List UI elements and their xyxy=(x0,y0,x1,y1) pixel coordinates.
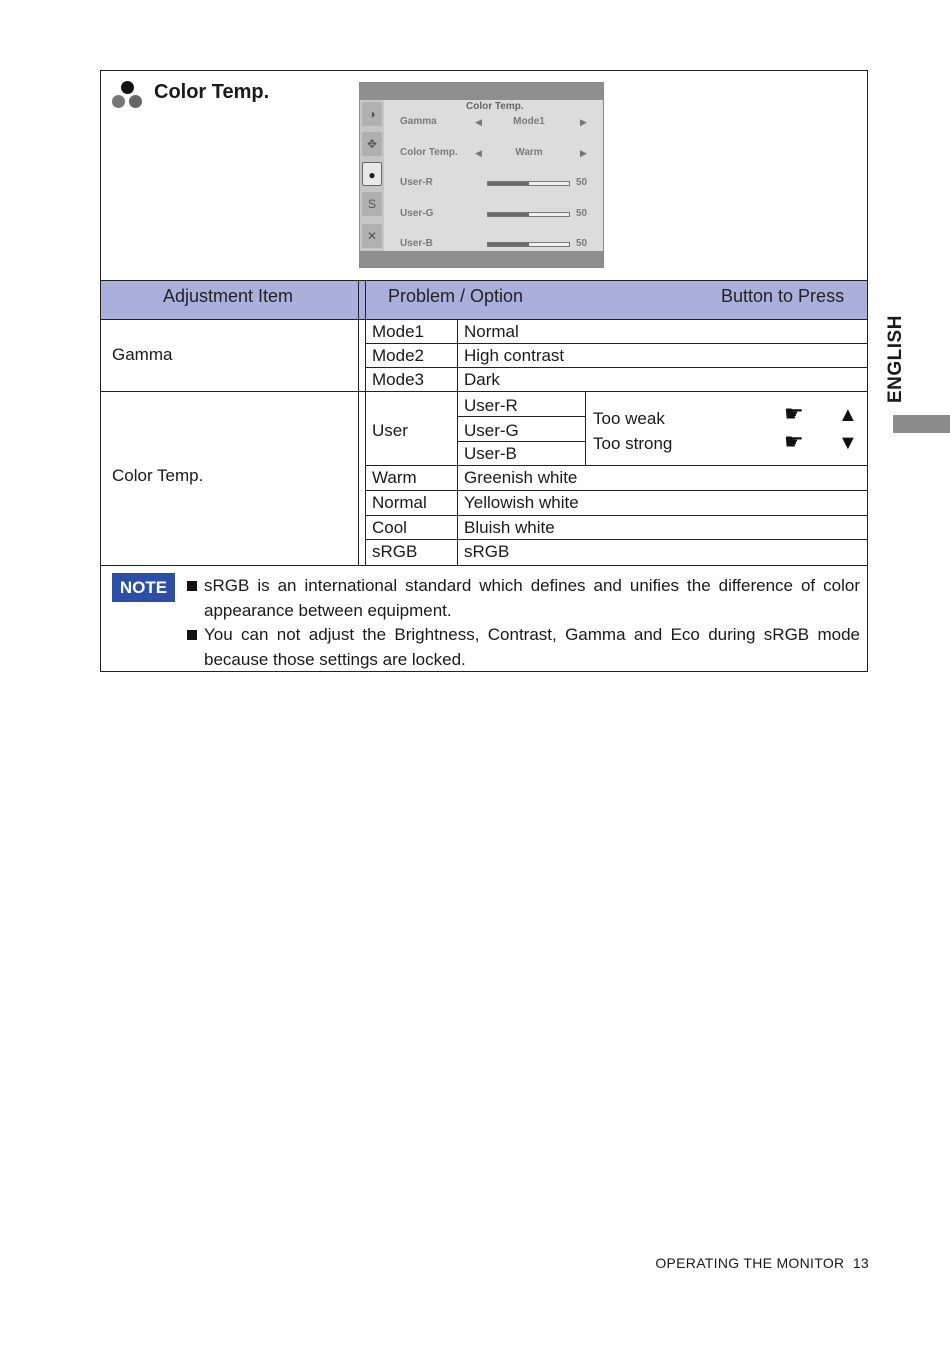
osd-bar-user-b xyxy=(487,242,570,247)
row-divider xyxy=(366,465,867,466)
bullet-icon xyxy=(187,630,197,640)
row-divider xyxy=(366,490,867,491)
osd-bottom-bar xyxy=(360,251,603,267)
note-item: You can not adjust the Brightness, Contrast, Gamma and Eco during sRGB mode because those settings are locked. xyxy=(204,625,860,669)
color-temp-desc: Greenish white xyxy=(464,468,578,487)
footer-text: OPERATING THE MONITOR xyxy=(655,1255,845,1271)
osd-value-gamma: Mode1 xyxy=(513,116,545,127)
too-weak-label: Too weak xyxy=(593,409,665,428)
user-channel: User-B xyxy=(464,444,517,463)
language-tab-marker xyxy=(893,415,950,433)
row-divider xyxy=(101,565,867,566)
position-icon: ✥ xyxy=(362,132,382,156)
gamma-mode: Mode2 xyxy=(372,346,424,365)
color-temp-mode: Cool xyxy=(372,518,407,537)
color-temp-desc: Bluish white xyxy=(464,518,555,537)
down-arrow-icon: ▼ xyxy=(838,432,858,454)
section-title: Color Temp. xyxy=(154,81,270,103)
osd-right-arrow-icon: ▶ xyxy=(580,117,587,127)
header-button-to-press: Button to Press xyxy=(721,286,845,306)
gamma-desc: High contrast xyxy=(464,346,565,365)
note-badge: NOTE xyxy=(112,573,175,602)
osd-title: Color Temp. xyxy=(466,101,524,112)
osd-top-bar xyxy=(360,83,603,100)
osd-num-user-r: 50 xyxy=(576,177,588,188)
too-strong-label: Too strong xyxy=(593,434,673,453)
osd-bar-user-g xyxy=(487,212,570,217)
gamma-desc: Normal xyxy=(464,322,519,341)
srgb-icon: S xyxy=(362,192,382,216)
gamma-mode: Mode3 xyxy=(372,370,424,389)
osd-value-color-temp: Warm xyxy=(515,147,543,158)
hand-pointer-icon: ☛ xyxy=(784,429,804,454)
column-divider xyxy=(457,319,458,392)
page-number: 13 xyxy=(852,1255,869,1271)
osd-left-arrow-icon: ◀ xyxy=(475,148,482,158)
column-divider xyxy=(585,392,586,466)
row-divider xyxy=(101,391,867,392)
contrast-icon: ◑ xyxy=(362,102,382,126)
row-divider xyxy=(366,343,867,344)
language-label: ENGLISH xyxy=(885,315,906,403)
osd-right-arrow-icon: ▶ xyxy=(580,148,587,158)
osd-label-user-g: User-G xyxy=(400,208,434,219)
item-gamma: Gamma xyxy=(112,345,173,364)
osd-label-user-b: User-B xyxy=(400,238,433,249)
bullet-icon xyxy=(187,581,197,591)
osd-label-color-temp: Color Temp. xyxy=(400,147,458,158)
header-adjustment-item: Adjustment Item xyxy=(163,286,294,306)
row-divider xyxy=(366,367,867,368)
color-icon: ● xyxy=(362,162,382,186)
page-footer xyxy=(655,1255,869,1271)
note-item: sRGB is an international standard which defines and unifies the difference of color appearance between equipment. xyxy=(204,576,860,620)
hand-pointer-icon: ☛ xyxy=(784,401,804,426)
item-color-temp: Color Temp. xyxy=(112,466,204,485)
osd-bar-user-r xyxy=(487,181,570,186)
color-temp-mode: Normal xyxy=(372,493,427,512)
user-channel: User-G xyxy=(464,421,519,440)
color-temp-mode: sRGB xyxy=(372,542,418,561)
color-temp-desc: sRGB xyxy=(464,542,510,561)
osd-label-user-r: User-R xyxy=(400,177,433,188)
osd-num-user-b: 50 xyxy=(576,238,588,249)
color-temp-user: User xyxy=(372,421,408,440)
gamma-desc: Dark xyxy=(464,370,500,389)
osd-screenshot xyxy=(359,82,604,268)
color-temp-mode: Warm xyxy=(372,468,417,487)
column-divider xyxy=(358,280,359,566)
three-dots-icon xyxy=(110,80,144,114)
user-channel: User-R xyxy=(464,396,518,415)
osd-num-user-g: 50 xyxy=(576,208,588,219)
column-divider xyxy=(365,280,366,566)
color-temp-desc: Yellowish white xyxy=(464,493,579,512)
row-divider xyxy=(366,515,867,516)
osd-sidebar xyxy=(360,100,384,253)
up-arrow-icon: ▲ xyxy=(838,404,858,426)
row-divider xyxy=(366,539,867,540)
header-problem-option: Problem / Option xyxy=(388,286,524,306)
osd-label-gamma: Gamma xyxy=(400,116,437,127)
gamma-mode: Mode1 xyxy=(372,322,424,341)
setup-icon: ✕ xyxy=(362,224,382,248)
osd-left-arrow-icon: ◀ xyxy=(475,117,482,127)
